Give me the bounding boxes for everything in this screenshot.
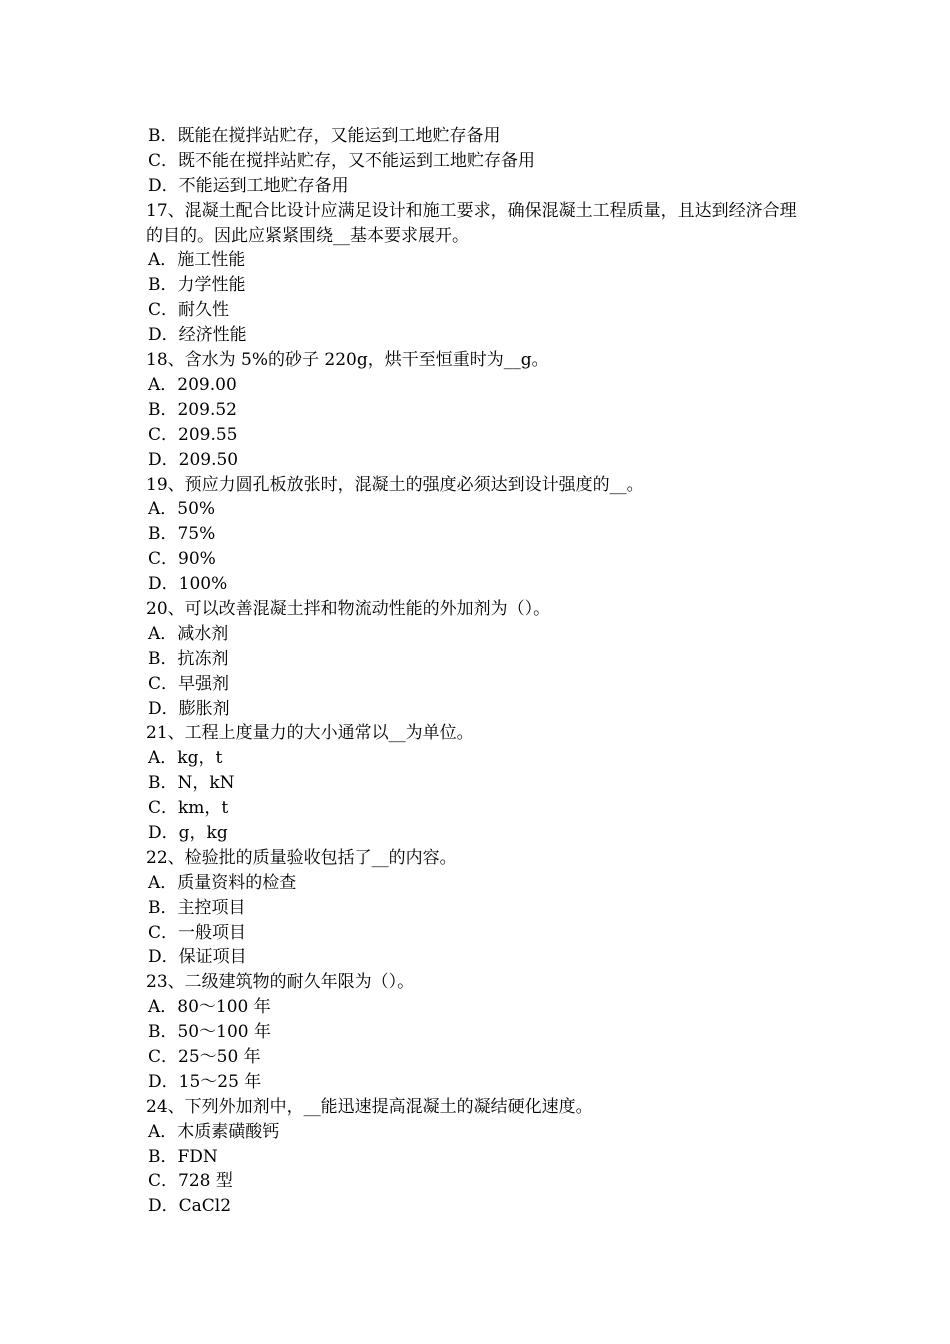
option-line: A．质量资料的检查 xyxy=(148,872,297,893)
option-line: C．早强剂 xyxy=(148,673,230,694)
document-page xyxy=(146,124,816,1219)
option-line: B．209.52 xyxy=(148,399,237,420)
option-line: A．kg，t xyxy=(148,748,223,769)
option-line: A．50% xyxy=(148,499,216,520)
option-line: D．膨胀剂 xyxy=(148,698,230,719)
option-line: B．50～100 年 xyxy=(148,1022,271,1043)
option-line: D．15～25 年 xyxy=(148,1071,262,1092)
question-line: 21、工程上度量力的大小通常以__为单位。 xyxy=(146,723,474,744)
option-line: C．既不能在搅拌站贮存，又不能运到工地贮存备用 xyxy=(148,150,536,171)
option-line: D．209.50 xyxy=(148,449,239,470)
option-line: A．施工性能 xyxy=(148,250,246,271)
option-line: B．FDN xyxy=(148,1146,218,1167)
option-line: C．90% xyxy=(148,549,216,570)
option-line: B．75% xyxy=(148,524,216,545)
question-line: 18、含水为 5%的砂子 220g，烘干至恒重时为__g。 xyxy=(146,350,549,371)
question-line: 17、混凝土配合比设计应满足设计和施工要求，确保混凝土工程质量，且达到经济合理的目的。因此应紧紧围绕__基本要求展开。 xyxy=(146,200,797,246)
question-line: 23、二级建筑物的耐久年限为（）。 xyxy=(146,972,415,993)
option-line: A．209.00 xyxy=(148,374,237,395)
option-line: C．一般项目 xyxy=(148,922,247,943)
option-line: C．728 型 xyxy=(148,1171,233,1192)
option-line: C．耐久性 xyxy=(148,300,230,321)
option-line: D．不能运到工地贮存备用 xyxy=(148,175,349,196)
option-line: D．CaCl2 xyxy=(148,1196,232,1217)
option-line: A．木质素磺酸钙 xyxy=(148,1121,280,1142)
question-line: 20、可以改善混凝土拌和物流动性能的外加剂为（）。 xyxy=(146,598,551,619)
question-line: 22、检验批的质量验收包括了__的内容。 xyxy=(146,847,457,868)
option-line: D．100% xyxy=(148,574,228,595)
option-line: C．km，t xyxy=(148,798,229,819)
option-line: B．既能在搅拌站贮存，又能运到工地贮存备用 xyxy=(148,126,501,146)
option-line: D．g，kg xyxy=(148,822,228,843)
question-line: 24、下列外加剂中，__能迅速提高混凝土的凝结硬化速度。 xyxy=(146,1096,593,1117)
question-line: 19、预应力圆孔板放张时，混凝土的强度必须达到设计强度的__。 xyxy=(146,474,644,495)
option-line: A．80～100 年 xyxy=(148,997,271,1018)
option-line: B．抗冻剂 xyxy=(148,648,229,669)
option-line: B．N，kN xyxy=(148,773,235,794)
option-line: C．209.55 xyxy=(148,424,238,445)
option-line: C．25～50 年 xyxy=(148,1046,261,1067)
option-line: D．经济性能 xyxy=(148,325,247,346)
option-line: A．减水剂 xyxy=(148,623,229,644)
option-line: D．保证项目 xyxy=(148,947,247,968)
option-line: B．力学性能 xyxy=(148,275,246,296)
option-line: B．主控项目 xyxy=(148,897,246,918)
